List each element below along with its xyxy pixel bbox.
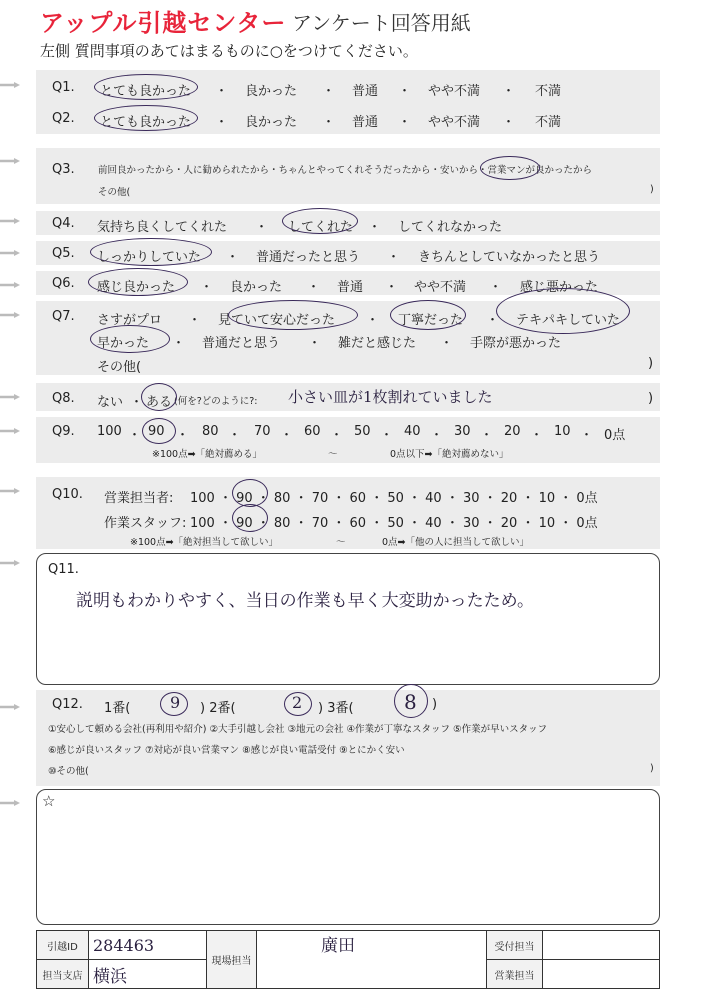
q8-option-none[interactable]: ない: [97, 395, 124, 410]
q10-sales-70[interactable]: 70: [311, 491, 329, 506]
q6-option-4[interactable]: やや不満: [414, 280, 467, 295]
q10-staff-50[interactable]: 50: [387, 516, 404, 531]
q2-option-2[interactable]: 良かった: [245, 115, 298, 130]
q8-prompt: (何を?どのように?:: [174, 396, 258, 407]
margin-arrow-icon: [0, 560, 20, 566]
q3-options-line[interactable]: 前回良かったから・人に勧められたから・ちゃんとやってくれそうだったから・安いから・営業マンが良かったから: [98, 165, 593, 176]
q1-option-1[interactable]: とても良かった: [100, 84, 192, 99]
move-id-value[interactable]: 284463: [93, 935, 155, 955]
margin-arrow-icon: [0, 800, 20, 806]
q9-30[interactable]: 30: [454, 424, 471, 439]
q10-staff-10[interactable]: 10: [538, 516, 556, 531]
q10-sales-30[interactable]: 30: [462, 491, 480, 506]
q12-label: Q12.: [52, 697, 83, 712]
q4-option-2[interactable]: してくれた: [288, 220, 354, 235]
q9-0[interactable]: 0点: [604, 428, 626, 443]
q10-sales-10[interactable]: 10: [538, 491, 556, 506]
q10-staff-40[interactable]: 40: [425, 516, 442, 531]
q1-option-5[interactable]: 不満: [535, 84, 562, 99]
move-id-label: 引越ID: [37, 931, 89, 960]
q2-option-1[interactable]: とても良かった: [100, 115, 192, 130]
q10-staff-0[interactable]: 0点: [576, 516, 598, 531]
q9-note-right: 0点以下➡「絶対薦めない」: [390, 449, 509, 460]
q8-option-yes[interactable]: ある: [146, 395, 173, 410]
q9-40[interactable]: 40: [404, 424, 421, 439]
q12-choices-3[interactable]: ⑩その他(: [48, 766, 89, 777]
q12-third-circle: [394, 684, 428, 718]
q10-staff-80[interactable]: 80: [273, 516, 291, 531]
q10-sales-50[interactable]: 50: [387, 491, 404, 506]
q7-option-1[interactable]: さすがプロ: [97, 313, 163, 328]
q2-label: Q2.: [52, 111, 75, 126]
q6-label: Q6.: [52, 276, 75, 291]
q2-option-3[interactable]: 普通: [352, 115, 379, 130]
q6-answer-circle: [88, 268, 188, 296]
q7-answer-circle-3: [496, 288, 630, 334]
q10-note-left: ※100点➡「絶対担当して欲しい」: [130, 537, 279, 548]
q3-label: Q3.: [52, 162, 75, 177]
sales-staff-label: 営業担当: [487, 960, 543, 989]
q9-80[interactable]: 80: [202, 424, 219, 439]
star-icon: ☆: [42, 792, 56, 810]
q7-option-7[interactable]: 雑だと感じた: [338, 336, 417, 351]
q10-sales-label: 営業担当者:: [104, 491, 174, 506]
q7-option-8[interactable]: 手際が悪かった: [470, 336, 562, 351]
q9-60[interactable]: 60: [304, 424, 321, 439]
q10-note-right: 0点➡「他の人に担当して欲しい」: [382, 537, 530, 548]
q6-option-1[interactable]: 感じ良かった: [97, 280, 176, 295]
free-comment-box[interactable]: [36, 789, 660, 925]
site-staff-label: 現場担当: [207, 931, 257, 989]
q7-option-3[interactable]: 丁寧だった: [398, 313, 464, 328]
reception-staff-value[interactable]: [543, 931, 660, 960]
q7-option-4[interactable]: テキパキしていた: [516, 313, 621, 328]
q11-box: [36, 553, 660, 685]
q12-second-answer[interactable]: 2: [292, 693, 303, 712]
q10-label: Q10.: [52, 487, 83, 502]
q2-answer-circle: [94, 105, 198, 131]
office-use-table: [36, 930, 660, 989]
q12-choices-1: ①安心して頼める会社(再利用や紹介) ②大手引越し会社 ③地元の会社 ④作業が丁寧なスタッフ ⑤作業が早いスタッフ: [48, 724, 548, 735]
q5-option-1[interactable]: しっかりしていた: [97, 250, 202, 265]
q10-staff-70[interactable]: 70: [311, 516, 329, 531]
margin-arrow-icon: [0, 704, 20, 710]
q7-answer-circle-4: [90, 325, 170, 353]
q2-option-5[interactable]: 不満: [535, 115, 562, 130]
q5-label: Q5.: [52, 246, 75, 261]
q3-other[interactable]: その他(: [98, 187, 131, 198]
q2-option-4[interactable]: やや不満: [428, 115, 481, 130]
q1-answer-circle: [94, 74, 198, 100]
q8-label: Q8.: [52, 391, 75, 406]
q7-answer-circle-2: [390, 300, 466, 330]
reception-staff-label: 受付担当: [487, 931, 543, 960]
q9-20[interactable]: 20: [504, 424, 521, 439]
q8-answer-circle: [141, 383, 177, 411]
q10-staff-answer-circle: [232, 504, 268, 532]
q10-sales-100[interactable]: 100: [190, 491, 215, 506]
q10-staff-60[interactable]: 60: [349, 516, 367, 531]
margin-arrow-icon: [0, 218, 20, 224]
q12-first-circle: [160, 692, 188, 716]
margin-arrow-icon: [0, 82, 20, 88]
q7-other[interactable]: その他(: [97, 360, 142, 375]
q7-option-5[interactable]: 早かった: [97, 336, 150, 351]
q8-handwritten-answer[interactable]: 小さい皿が1枚割れていました: [288, 388, 493, 406]
q10-staff-30[interactable]: 30: [462, 516, 480, 531]
q10-sales-60[interactable]: 60: [349, 491, 367, 506]
sales-staff-value[interactable]: [543, 960, 660, 989]
brand-logo: アップル引越センター: [40, 9, 287, 37]
q12-third-answer[interactable]: 8: [404, 690, 417, 714]
margin-arrow-icon: [0, 282, 20, 288]
q7-label: Q7.: [52, 309, 75, 324]
q9-note-left: ※100点➡「絶対薦める」: [152, 449, 263, 460]
q10-sales-20[interactable]: 20: [500, 491, 518, 506]
q4-option-3[interactable]: してくれなかった: [398, 220, 503, 235]
margin-arrow-icon: [0, 158, 20, 164]
site-staff-value[interactable]: 廣田: [321, 936, 355, 956]
q12-choices-2: ⑥感じが良いスタッフ ⑦対応が良い営業マン ⑧感じが良い電話受付 ⑨とにかく安い: [48, 745, 405, 756]
q11-handwritten-answer[interactable]: 説明もわかりやすく、当日の作業も早く大変助かったため。: [76, 591, 534, 611]
q4-option-1[interactable]: 気持ち良くしてくれた: [97, 220, 228, 235]
instruction-text: 左側 質問事項のあてはまるものに○をつけてください。: [40, 42, 418, 60]
q5-answer-circle: [90, 238, 212, 266]
branch-label: 担当支店: [37, 960, 89, 989]
q3-answer-circle: [480, 156, 540, 180]
form-title: アンケート回答用紙: [292, 11, 471, 35]
q1-option-3[interactable]: 普通: [352, 84, 379, 99]
q7-option-2[interactable]: 見ていて安心だった: [218, 313, 336, 328]
q10-sales-0[interactable]: 0点: [576, 491, 598, 506]
q1-option-4[interactable]: やや不満: [428, 84, 481, 99]
q10-sales-80[interactable]: 80: [273, 491, 291, 506]
margin-arrow-icon: [0, 394, 20, 400]
q1-label: Q1.: [52, 80, 75, 95]
q9-90[interactable]: 90: [148, 424, 165, 439]
q10-staff-100[interactable]: 100: [190, 516, 215, 531]
q12-second-circle: [284, 692, 312, 716]
q7-option-6[interactable]: 普通だと思う: [202, 336, 281, 351]
branch-value[interactable]: 横浜: [93, 966, 127, 987]
q11-label: Q11.: [48, 562, 79, 577]
margin-arrow-icon: [0, 312, 20, 318]
q6-option-3[interactable]: 普通: [337, 280, 364, 295]
q6-option-2[interactable]: 良かった: [230, 280, 283, 295]
q10-sales-answer-circle: [232, 479, 268, 507]
q10-sales-90[interactable]: 90: [236, 491, 253, 506]
q4-answer-circle: [282, 208, 358, 234]
q5-option-3[interactable]: きちんとしていなかったと思う: [418, 250, 601, 265]
q10-sales-40[interactable]: 40: [425, 491, 442, 506]
margin-arrow-icon: [0, 250, 20, 256]
q6-option-5[interactable]: 感じ悪かった: [520, 280, 599, 295]
q10-staff-label: 作業スタッフ:: [104, 516, 187, 531]
q9-70[interactable]: 70: [254, 424, 271, 439]
q4-label: Q4.: [52, 216, 75, 231]
q1-option-2[interactable]: 良かった: [245, 84, 298, 99]
q12-first-answer[interactable]: 9: [170, 693, 181, 712]
q9-50[interactable]: 50: [354, 424, 371, 439]
q9-answer-circle: [142, 418, 176, 444]
q10-staff-20[interactable]: 20: [500, 516, 518, 531]
q5-option-2[interactable]: 普通だったと思う: [256, 250, 361, 265]
q9-100[interactable]: 100: [97, 424, 122, 439]
q9-label: Q9.: [52, 424, 75, 439]
q7-answer-circle-1: [228, 300, 358, 330]
q10-staff-90[interactable]: 90: [236, 516, 253, 531]
margin-arrow-icon: [0, 428, 20, 434]
margin-arrow-icon: [0, 488, 20, 494]
q9-10[interactable]: 10: [554, 424, 571, 439]
